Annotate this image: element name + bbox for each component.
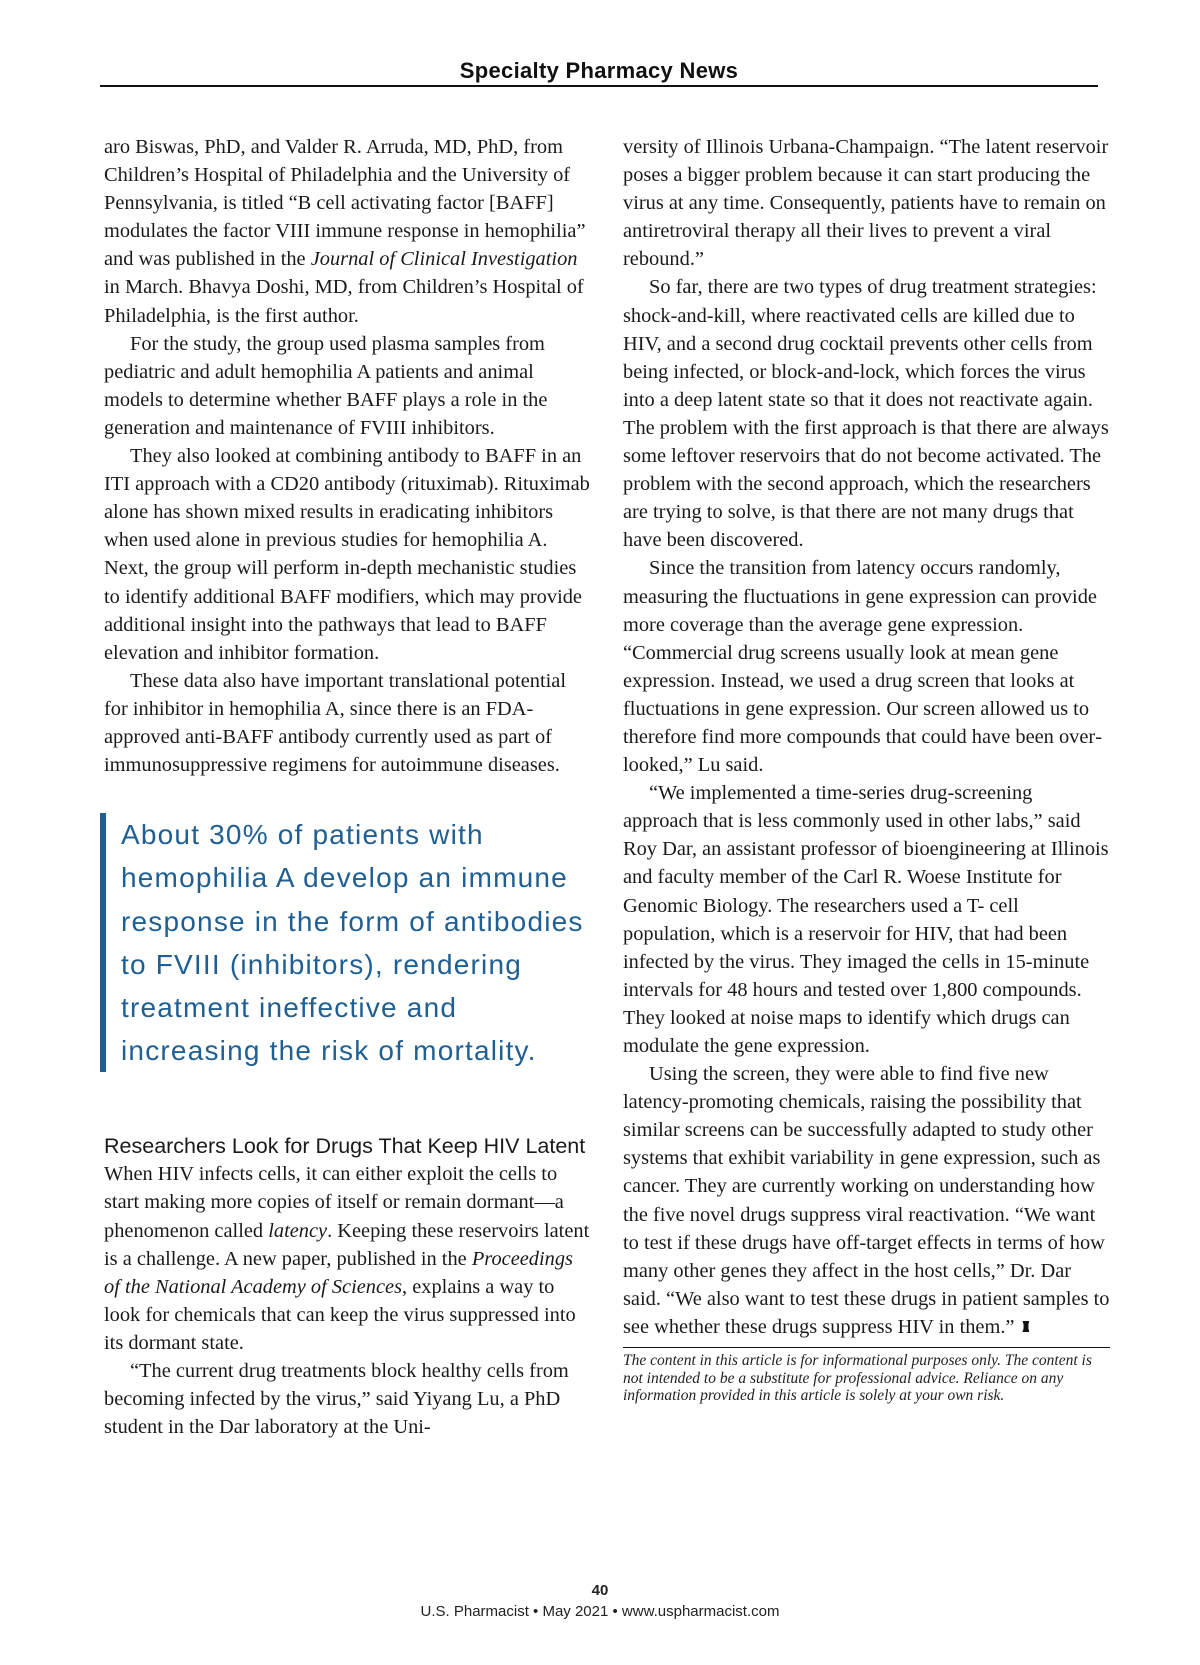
paragraph: These data also have important translational potential for inhibitor in hemophilia A, since there is an FDA-approved anti-BAFF antibody currently used as part of immunosuppressive regimens for autoimmune diseases. — [104, 669, 566, 777]
footer-publication: U.S. Pharmacist • May 2021 • www.uspharmacist.com — [420, 1603, 780, 1620]
paragraph: When HIV infects cells, it can either exploit the cells to start making more copies of itself or remain dormant—a phenomenon called latency. Keeping these reservoirs latent is a challenge. A new paper, published in the Proceedings of the National Academy of Sciences, explains a way to look for chemicals that can keep the virus suppressed into its dormant state. — [104, 1163, 590, 1354]
header-rule — [100, 85, 1098, 87]
journal-title: Journal of Clinical Investigation — [310, 248, 578, 271]
paragraph: “We implemented a time-series drug-screening approach that is less commonly used in other labs,” said Roy Dar, an assistant professor of bioengineering at Illinois and faculty member of the Carl R. Woese Institute for Genomic Biology. The researchers used a T- cell population, which is a reservoir for HIV, that had been infected by the virus. They imaged the cells in 15-minute intervals for 48 hours and tested over 1,800 compounds. They looked at noise maps to identify which drugs can modulate the gene expression. — [623, 782, 1109, 1057]
paragraph: For the study, the group used plasma samples from pediatric and adult hemophilia A patients and animal models to determine whether BAFF plays a role in the generation and maintenance of FVIII inhibitors. — [104, 332, 548, 439]
left-column — [104, 133, 591, 1441]
paragraph: Using the screen, they were able to find five new latency-promoting chemicals, raising the possibility that similar screens can be successfully adapted to study other systems that exhibit variability in gene expression, such as cancer. They are currently working on understanding how the five novel drugs suppress viral reactivation. “We want to test if these drugs have off-target effects in terms of how many other genes they affect in the host cells,” Dr. Dar said. “We also want to test these drugs in patient samples to see whether these drugs suppress HIV in them.” — [623, 1063, 1110, 1338]
paragraph: Since the transition from latency occurs randomly, measuring the fluctuations in gene expression can provide more coverage than the average gene expression. “Commercial drug screens usually look at mean gene expression. Instead, we used a drug screen that looks at fluctuations in gene expression. Our screen allowed us to therefore find more compounds that could have been overlooked,” Lu said. — [623, 557, 1103, 777]
pull-quote: About 30% of patients with hemophilia A develop an immune response in the form of antibodies to FVIII (inhibitors), rendering treatment ineffective and increasing the risk of mortality. — [100, 813, 591, 1072]
end-of-article-icon — [1022, 1321, 1029, 1332]
paragraph: They also looked at combining antibody to BAFF in an ITI approach with a CD20 antibody (rituximab). Rituximab alone has shown mixed results in eradicating inhibitors when used alone in previous studies for hemophilia A. Next, the group will perform in-depth mechanistic studies to identify additional BAFF modifiers, which may provide additional insight into the pathways that lead to BAFF elevation and inhibitor formation. — [104, 445, 590, 664]
journal-title: Proceedings of the National Academy of Sciences — [104, 1247, 573, 1298]
page-number: 40 — [591, 1582, 609, 1599]
right-column — [623, 133, 1110, 1405]
disclaimer: The content in this article is for informational purposes only. The content is not intended to be a substitute for professional advice. Reliance on any information provided in this article is solely at your own risk. — [623, 1347, 1110, 1405]
paragraph: versity of Illinois Urbana-Champaign. “The latent reservoir poses a bigger problem because it can start producing the virus at any time. Consequently, patients have to remain on antiretroviral therapy all their lives to prevent a viral rebound.” — [623, 136, 1109, 271]
paragraph: So far, there are two types of drug treatment strategies: shock-and-kill, where reactivated cells are killed due to HIV, and a second drug cocktail prevents other cells from being infected, or block-and-lock, which forces the virus into a deep latent state so that it does not reactivate again. The problem with the first approach is that there are always some leftover reservoirs that do not become activated. The problem with the second approach, which the researchers are trying to solve, is that there are not many drugs that have been discovered. — [623, 276, 1109, 552]
paragraph: aro Biswas, PhD, and Valder R. Arruda, MD, PhD, from Children’s Hospital of Philadelphia and the University of Pennsylvania, is titled “B cell activating factor [BAFF] modulates the factor VIII immune response in hemophilia” and was published in the Journal of Clinical Investigation in March. Bhavya Doshi, MD, from Children’s Hospital of Philadelphia, is the first author. — [104, 136, 586, 327]
section-heading: Researchers Look for Drugs That Keep HIV Latent — [104, 1134, 586, 1159]
italic-term: latency — [268, 1219, 328, 1242]
paragraph: “The current drug treatments block healthy cells from becoming infected by the virus,” said Yiyang Lu, a PhD student in the Dar laboratory at the Uni- — [104, 1360, 569, 1439]
running-header: Specialty Pharmacy News — [459, 58, 739, 83]
